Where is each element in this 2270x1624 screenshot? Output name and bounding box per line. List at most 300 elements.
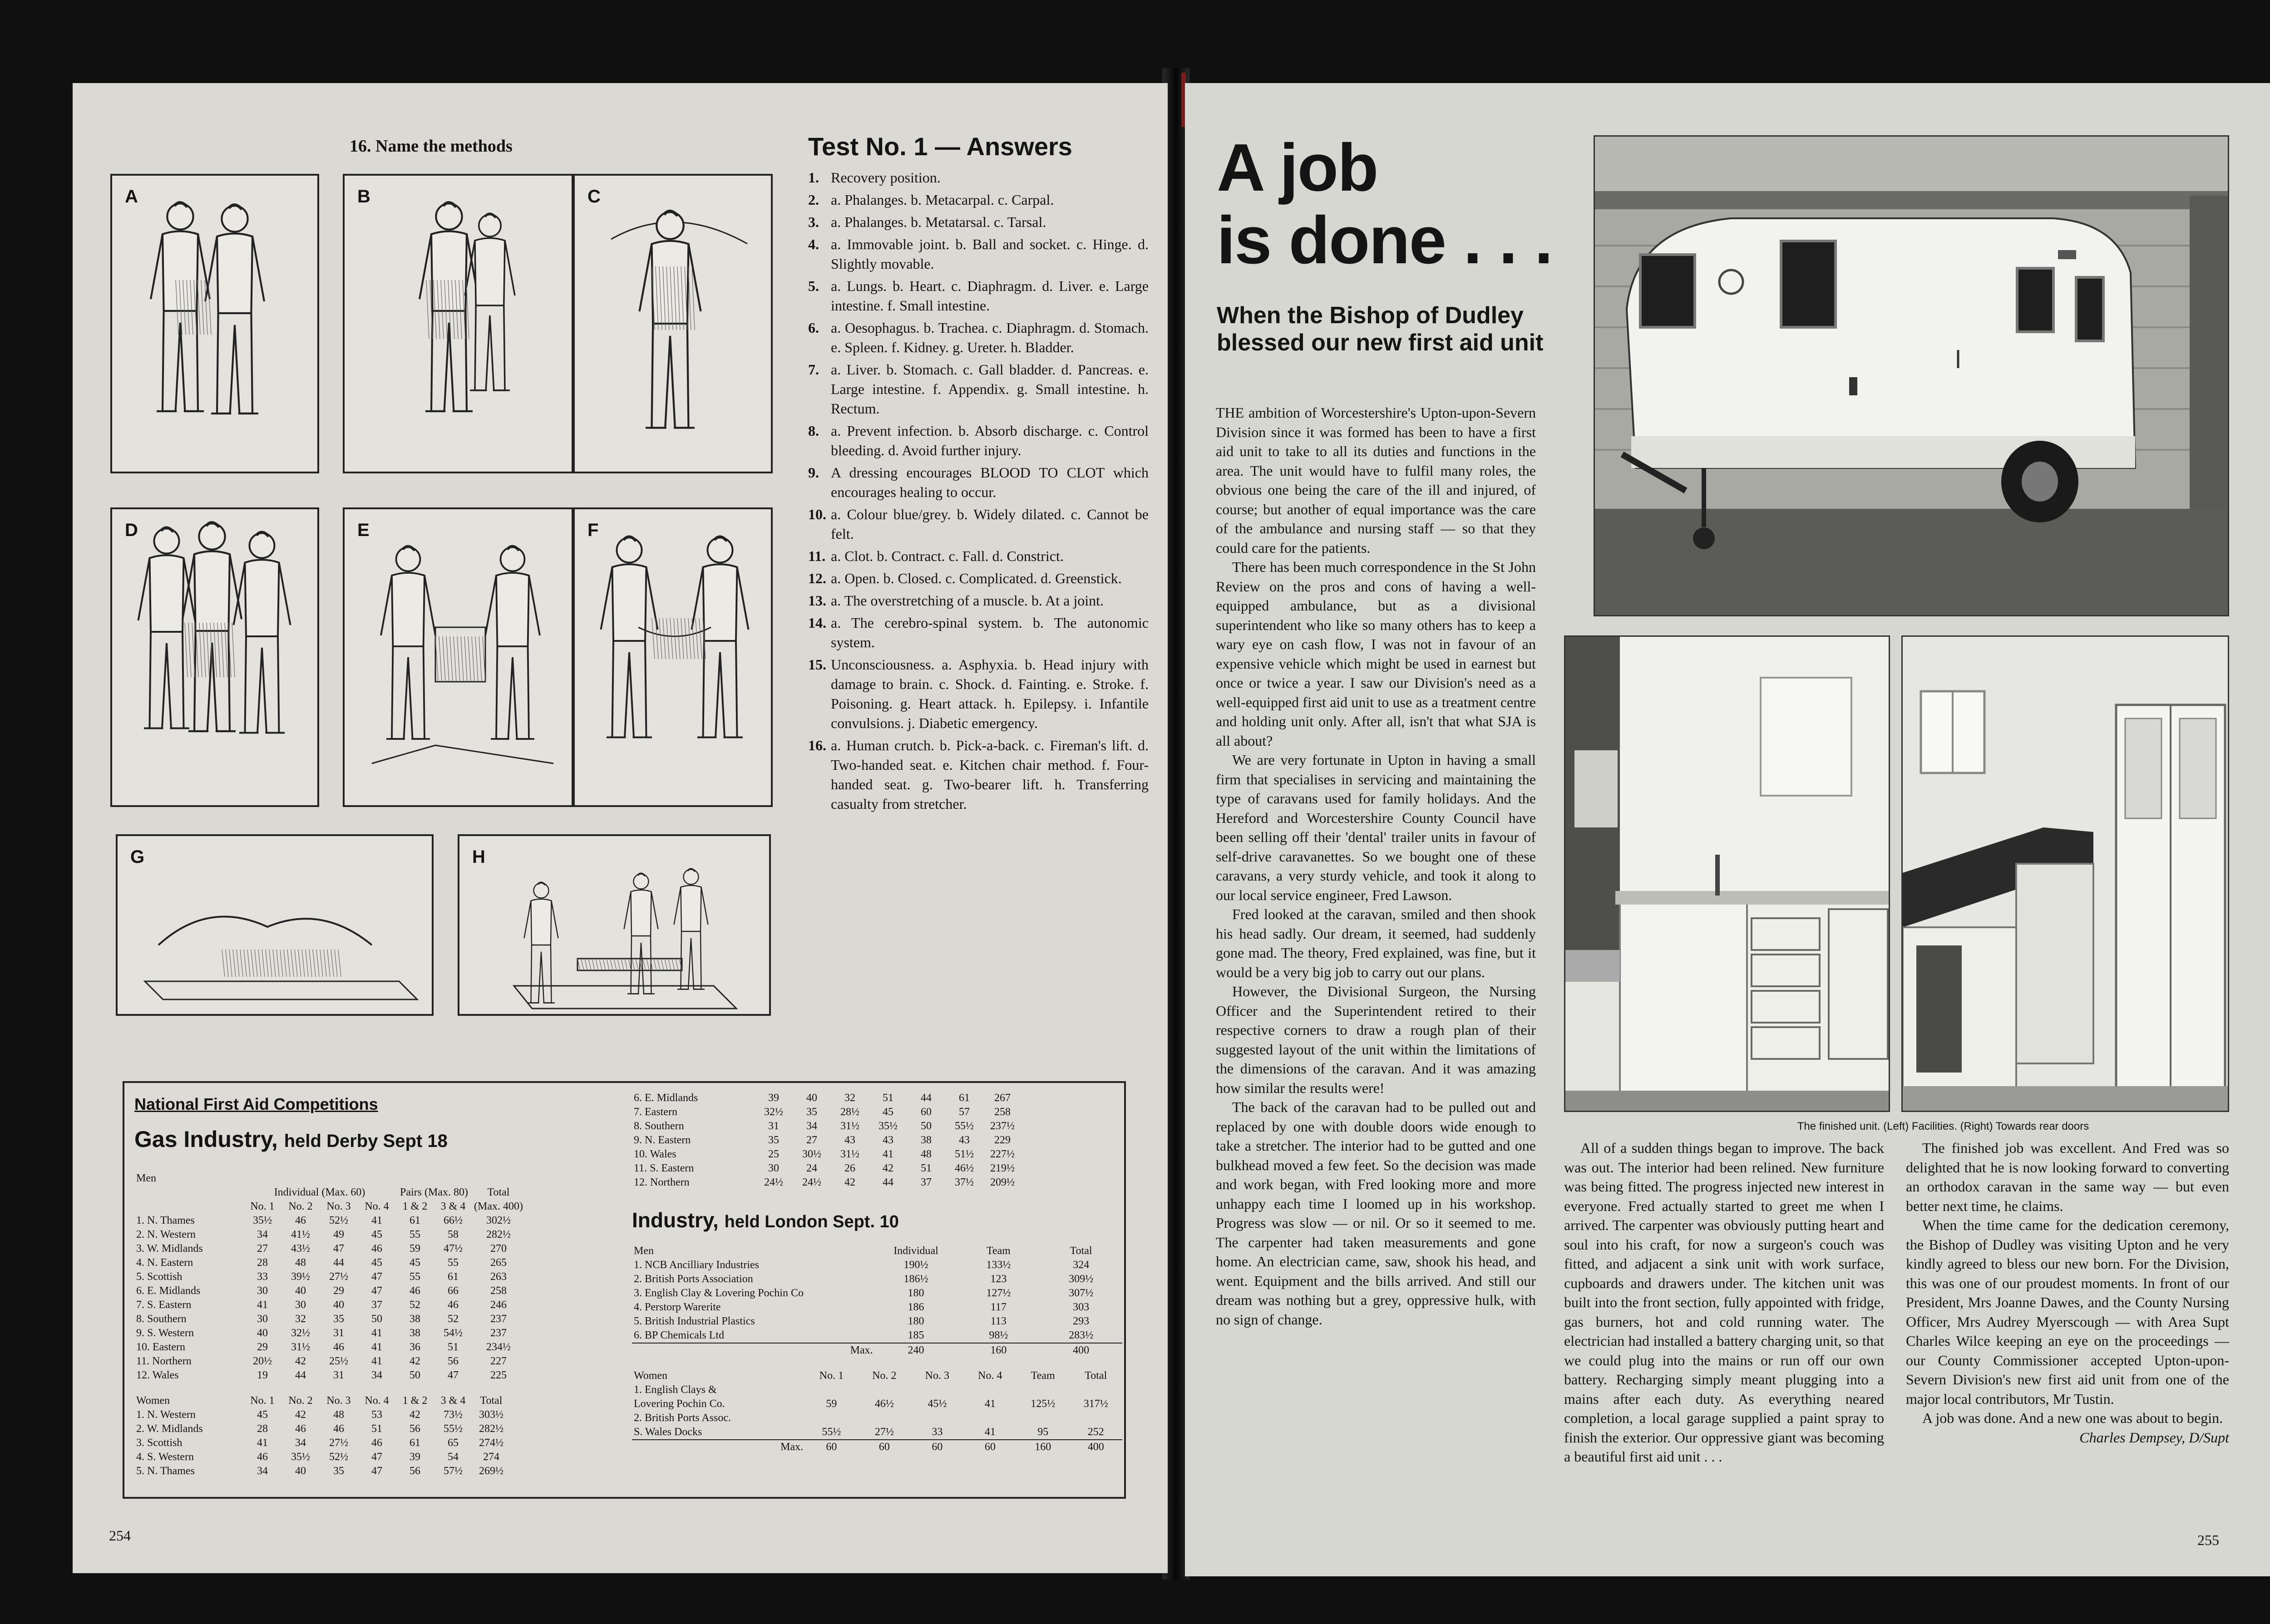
table-cell: 44 bbox=[333, 1257, 344, 1269]
table-cell bbox=[1017, 1411, 1069, 1425]
table-cell: 400 bbox=[1073, 1344, 1090, 1356]
table-cell: 309½ bbox=[1069, 1273, 1094, 1285]
table-cell: 34 bbox=[295, 1437, 306, 1449]
answers-title: Test No. 1 — Answers bbox=[808, 132, 1072, 161]
table-cell: 60 bbox=[921, 1106, 932, 1118]
max-row bbox=[632, 1440, 1122, 1454]
table-cell: 55½ bbox=[822, 1426, 841, 1438]
article-paragraph: The back of the caravan had to be pulled out and replaced by one with double doors wide enough to take a stretcher. The interior had to be gutted and one bulkhead moved a few feet. So the decision was made and work began, with Fred looking more and more unhappy each time I loomed up in his workshop. Progress was slow — or nil. Or so it seemed to me. The carpenter had taken measurements and gone home. An electrician came, saw, shook his head, and went. Equipment and the bills arrived. And still our dream was nothing but a grey, oppressive hulk, with no sign of change. bbox=[1216, 1099, 1536, 1328]
table-cell: 24½ bbox=[764, 1176, 783, 1188]
figure-panel-d bbox=[110, 507, 319, 807]
page-number-right: 255 bbox=[2197, 1532, 2219, 1548]
table-cell: 55½ bbox=[444, 1423, 463, 1435]
sub-header: Team bbox=[1031, 1370, 1055, 1382]
table-cell: 61 bbox=[410, 1437, 420, 1449]
table-row bbox=[134, 1242, 525, 1256]
article-paragraph: A job was done. And a new one was about to begin. bbox=[1922, 1410, 2223, 1426]
table-cell: 48 bbox=[333, 1409, 344, 1421]
table-cell: Max. bbox=[850, 1344, 873, 1356]
table-cell: 47 bbox=[371, 1285, 382, 1297]
table-cell: 58 bbox=[448, 1229, 459, 1240]
table-cell: 125½ bbox=[1031, 1398, 1056, 1410]
table-cell: 61 bbox=[959, 1092, 970, 1104]
table-cell: 8. Southern bbox=[634, 1120, 684, 1132]
table-cell: 127½ bbox=[986, 1287, 1011, 1299]
table-row bbox=[134, 1326, 525, 1340]
group-header: Individual (Max. 60) bbox=[274, 1186, 365, 1198]
table-cell: S. Wales Docks bbox=[634, 1426, 702, 1438]
table-cell: 113 bbox=[990, 1315, 1007, 1327]
figure-panel-g bbox=[116, 834, 434, 1016]
sub-header: 3 & 4 bbox=[440, 1201, 466, 1212]
table-cell bbox=[805, 1383, 858, 1397]
table-cell: 47 bbox=[448, 1369, 459, 1381]
table-cell bbox=[805, 1411, 858, 1425]
headline bbox=[1217, 132, 1552, 277]
answer-number: 6. bbox=[808, 320, 819, 336]
table-row bbox=[632, 1258, 1122, 1272]
first-aid-illustration bbox=[112, 176, 317, 472]
sub-header: No. 1 bbox=[250, 1395, 275, 1407]
table-cell: 30 bbox=[768, 1162, 779, 1174]
article-column-2 bbox=[1564, 1138, 1884, 1467]
table-cell: 46½ bbox=[874, 1398, 894, 1410]
table-cell: 48 bbox=[921, 1148, 932, 1160]
answer-text: A dressing encourages BLOOD TO CLOT which encourages healing to occur. bbox=[831, 464, 1149, 500]
sub-header: No. 3 bbox=[326, 1395, 351, 1407]
sub-header: 1 & 2 bbox=[402, 1201, 428, 1212]
first-aid-illustration bbox=[112, 509, 317, 805]
table-cell: 11. S. Eastern bbox=[634, 1162, 694, 1174]
table-cell: 47 bbox=[333, 1243, 344, 1255]
table-row bbox=[134, 1450, 510, 1464]
table-cell: 3. English Clay & Lovering Pochin Co bbox=[634, 1287, 804, 1299]
table-cell: 35 bbox=[333, 1465, 344, 1477]
women-label: Women bbox=[136, 1395, 170, 1407]
table-cell: Max. bbox=[780, 1441, 804, 1453]
table-cell: 6. E. Midlands bbox=[634, 1092, 698, 1104]
answer-item bbox=[808, 318, 1149, 357]
table-cell bbox=[964, 1383, 1017, 1397]
table-cell: 54 bbox=[448, 1451, 459, 1463]
table-cell: 303½ bbox=[479, 1409, 503, 1421]
table-cell: 283½ bbox=[1069, 1329, 1094, 1341]
figure-label: D bbox=[125, 520, 138, 540]
answer-item bbox=[808, 736, 1149, 814]
gas-subtitle: held Derby Sept 18 bbox=[284, 1131, 448, 1151]
table-row bbox=[632, 1397, 1122, 1411]
answer-text: a. Colour blue/grey. b. Widely dilated. c. Cannot be felt. bbox=[831, 506, 1149, 542]
table-row bbox=[632, 1383, 1122, 1397]
table-row bbox=[134, 1298, 525, 1312]
table-cell: 40 bbox=[333, 1299, 344, 1311]
table-cell: 400 bbox=[1087, 1441, 1104, 1453]
table-cell: 55 bbox=[448, 1257, 459, 1269]
article-paragraph: Fred looked at the caravan, smiled and then shook his head sadly. Our dream, it seemed, had suddenly gone mad. The theory, Fred explained, was fine, but it would be a very big job to carry out our plans. bbox=[1216, 906, 1536, 980]
table-cell bbox=[858, 1411, 911, 1425]
table-cell: 41 bbox=[883, 1148, 893, 1160]
table-cell: 2. W. Midlands bbox=[136, 1423, 203, 1435]
table-row bbox=[134, 1340, 525, 1354]
first-aid-illustration bbox=[575, 176, 771, 472]
table-cell: 52 bbox=[410, 1299, 420, 1311]
caravan-exterior-photo bbox=[1594, 135, 2229, 616]
headline-line-2: is done . . . bbox=[1217, 203, 1552, 278]
first-aid-illustration bbox=[575, 509, 771, 805]
table-cell: 7. S. Eastern bbox=[136, 1299, 192, 1311]
table-cell: 29 bbox=[333, 1285, 344, 1297]
table-cell: 31½ bbox=[840, 1120, 859, 1132]
answer-item bbox=[808, 591, 1149, 610]
table-cell: 6. E. Midlands bbox=[136, 1285, 201, 1297]
article-paragraph: The finished job was excellent. And Fred was so delighted that he is now looking forward to converting an orthodox caravan in the same way — but even better next time, he claims. bbox=[1906, 1140, 2229, 1214]
table-cell: 35½ bbox=[291, 1451, 310, 1463]
subheadline: When the Bishop of Dudley blessed our new first aid unit bbox=[1217, 302, 1544, 356]
table-cell: 51½ bbox=[955, 1148, 974, 1160]
table-cell: 8. Southern bbox=[136, 1313, 187, 1325]
table-cell: 55 bbox=[410, 1271, 420, 1283]
answer-text: a. Immovable joint. b. Ball and socket. c. Hinge. d. Slightly movable. bbox=[831, 236, 1149, 272]
table-cell: 33 bbox=[932, 1426, 943, 1438]
figure-label: G bbox=[130, 847, 145, 867]
table-cell: 47 bbox=[371, 1451, 382, 1463]
table-cell: 28 bbox=[257, 1423, 268, 1435]
answer-item bbox=[808, 569, 1149, 588]
answer-number: 7. bbox=[808, 361, 819, 378]
table-row bbox=[632, 1105, 1022, 1119]
table-cell: 51 bbox=[448, 1341, 459, 1353]
women-header-row bbox=[134, 1394, 510, 1408]
photo-caption: The finished unit. (Left) Facilities. (Right) Towards rear doors bbox=[1797, 1120, 2089, 1132]
table-cell: 41 bbox=[371, 1341, 382, 1353]
table-row bbox=[134, 1464, 510, 1478]
answer-item bbox=[808, 360, 1149, 418]
table-cell: 190½ bbox=[903, 1259, 928, 1271]
table-cell: 10. Wales bbox=[634, 1148, 676, 1160]
table-row bbox=[134, 1270, 525, 1284]
ind-women-label: Women bbox=[634, 1370, 668, 1382]
article-paragraph: When the time came for the dedication ceremony, the Bishop of Dudley was visiting Upton and he very kindly agreed to bless our new born. For the Division, this was one of our proudest moments. In front of our President, Mrs Joanne Dawes, and the County Nursing Officer, Mrs Audrey Myerscough — with Area Supt Charles Wilce keeping an eye on the proceedings — our County Commissioner accepted Upton-upon-Severn Division's new first aid unit from one of the major local contributors, Mr Tustin. bbox=[1906, 1217, 2229, 1407]
answer-item bbox=[808, 276, 1149, 315]
table-cell: 6. BP Chemicals Ltd bbox=[634, 1329, 725, 1341]
table-cell: 160 bbox=[990, 1344, 1007, 1356]
table-cell: 34 bbox=[257, 1465, 268, 1477]
figure-panel-b bbox=[343, 174, 573, 473]
table-cell: Lovering Pochin Co. bbox=[634, 1398, 725, 1410]
table-cell: 267 bbox=[994, 1092, 1011, 1104]
table-cell bbox=[858, 1383, 911, 1397]
table-cell: 34 bbox=[806, 1120, 817, 1132]
table-cell: 303 bbox=[1073, 1301, 1090, 1313]
article-column-3 bbox=[1906, 1138, 2229, 1447]
competitions-title: National First Aid Competitions bbox=[134, 1095, 378, 1113]
answer-text: Unconsciousness. a. Asphyxia. b. Head injury with damage to brain. c. Shock. d. Fainting. e. Stroke. f. Poisoning. g. Heart attack. h. Epilepsy. i. Infantile convulsions. j. Diabetic emergency. bbox=[831, 656, 1149, 731]
table-row bbox=[632, 1147, 1022, 1161]
answer-number: 11. bbox=[808, 548, 826, 564]
table-cell: 229 bbox=[994, 1134, 1011, 1146]
table-cell: 1. English Clays & bbox=[634, 1384, 717, 1396]
table-cell: 51 bbox=[371, 1423, 382, 1435]
table-cell bbox=[911, 1411, 963, 1425]
table-cell: 98½ bbox=[989, 1329, 1008, 1341]
table-cell: 40 bbox=[806, 1092, 817, 1104]
table-row bbox=[134, 1284, 525, 1298]
table-cell: 258 bbox=[994, 1106, 1011, 1118]
first-aid-illustration bbox=[118, 836, 432, 1014]
page-number-left: 254 bbox=[109, 1527, 131, 1544]
table-cell: 324 bbox=[1073, 1259, 1090, 1271]
table-row bbox=[134, 1354, 525, 1368]
gas-industry-heading bbox=[134, 1126, 448, 1152]
table-cell: 12. Wales bbox=[136, 1369, 179, 1381]
max-row bbox=[632, 1343, 1122, 1358]
table-row bbox=[632, 1176, 1022, 1190]
table-row bbox=[632, 1411, 1122, 1425]
table-cell: 36 bbox=[410, 1341, 420, 1353]
figure-label: A bbox=[125, 187, 138, 207]
table-cell: 60 bbox=[984, 1441, 996, 1453]
article-column-1 bbox=[1216, 403, 1536, 1329]
table-cell: 47½ bbox=[444, 1243, 463, 1255]
table-cell: 50 bbox=[410, 1369, 420, 1381]
table-cell: 19 bbox=[257, 1369, 268, 1381]
table-cell: 45 bbox=[371, 1257, 382, 1269]
answer-text: Recovery position. bbox=[831, 169, 941, 186]
answer-item bbox=[808, 235, 1149, 274]
table-row bbox=[632, 1314, 1122, 1329]
table-cell: 29 bbox=[257, 1341, 268, 1353]
table-cell: 282½ bbox=[486, 1229, 511, 1240]
table-cell: 41 bbox=[371, 1355, 382, 1367]
answer-number: 4. bbox=[808, 236, 819, 252]
table-cell: 1. N. Thames bbox=[136, 1215, 195, 1226]
table-cell: 38 bbox=[921, 1134, 932, 1146]
industry-subtitle: held London Sept. 10 bbox=[724, 1212, 899, 1231]
sub-header: No. 1 bbox=[250, 1201, 275, 1212]
table-cell: 42 bbox=[295, 1355, 306, 1367]
sub-header: No. 3 bbox=[326, 1201, 351, 1212]
table-cell: 41 bbox=[984, 1426, 996, 1438]
table-cell: 33 bbox=[257, 1271, 268, 1283]
answer-text: a. The cerebro-spinal system. b. The autonomic system. bbox=[831, 615, 1149, 650]
sub-header: Total bbox=[1070, 1245, 1092, 1257]
table-cell: 123 bbox=[990, 1273, 1007, 1285]
sub-header: No. 2 bbox=[288, 1395, 313, 1407]
table-cell: 37 bbox=[921, 1176, 932, 1188]
sub-header: No. 4 bbox=[978, 1370, 1002, 1382]
table-cell: 28½ bbox=[840, 1106, 859, 1118]
table-cell bbox=[964, 1411, 1017, 1425]
figure-panel-h bbox=[458, 834, 771, 1016]
article-paragraph: There has been much correspondence in the St John Review on the pros and cons of having a well-equipped ambulance, but as a divisional superintendent who like so many others has to keep a wary eye on cash flow, I was not in favour of an expensive vehicle which might be used in earnest but once or twice a year. I saw our Division's need as a well-equipped first aid unit to use as a treatment centre and holding unit only. After all, isn't that what SJA is all about? bbox=[1216, 559, 1536, 749]
table-cell: 237 bbox=[490, 1313, 507, 1325]
answer-number: 12. bbox=[808, 570, 826, 586]
table-cell: 46 bbox=[333, 1423, 344, 1435]
table-cell: 46 bbox=[257, 1451, 268, 1463]
table-cell: 56 bbox=[410, 1423, 420, 1435]
article-paragraph: All of a sudden things began to improve. The back was out. The interior had been relined. New furniture was being fitted. The progress injected new interest in everyone. Fred actually started to greet me when I arrived. The carpenter was obviously putting heart and soul into his craft, for now a surgeon's couch was fitted, and adjacent a sink unit with work surface, cupboards and drawers under. The kitchen unit was built into the front section, fully appointed with fridge, gas burners, hot and cold running water. The electrician had installed a battery charging unit, so that we could plug into the mains or run off our own battery. Recharging simply meant plugging into a mains after each duty. As everything neared completion, a local garage supplied a paint spray to finish the exterior. Our oppressive giant was becoming a beautiful first aid unit . . . bbox=[1564, 1140, 1884, 1465]
table-cell: 5. British Industrial Plastics bbox=[634, 1315, 755, 1327]
interior-facilities-photo bbox=[1564, 635, 1890, 1112]
table-cell: 47 bbox=[371, 1271, 382, 1283]
table-cell: 54½ bbox=[444, 1327, 463, 1339]
table-cell: 180 bbox=[908, 1315, 924, 1327]
ind-men-label: Men bbox=[634, 1245, 654, 1257]
table-cell: 27½ bbox=[874, 1426, 894, 1438]
table-cell: 50 bbox=[921, 1120, 932, 1132]
article-paragraph: We are very fortunate in Upton in having a small firm that specialises in servicing and maintaining the type of caravans used for family holidays. And the Hereford and Worcestershire County Council have been selling off their 'dental' trailer units in favour of self-drive caravanettes. So we bought one of these caravans, a very sturdy vehicle, and took it along to our local service engineer, Fred Lawson. bbox=[1216, 752, 1536, 903]
answer-item bbox=[808, 168, 1149, 187]
industry-heading bbox=[632, 1208, 899, 1232]
table-cell: 4. N. Eastern bbox=[136, 1257, 193, 1269]
table-cell: 41½ bbox=[291, 1229, 310, 1240]
table-cell: 28 bbox=[257, 1257, 268, 1269]
industry-men-table bbox=[632, 1244, 1122, 1358]
table-cell: 252 bbox=[1087, 1426, 1104, 1438]
answer-number: 14. bbox=[808, 615, 826, 631]
table-cell: 185 bbox=[908, 1329, 924, 1341]
table-cell: 55 bbox=[410, 1229, 420, 1240]
table-cell: 25½ bbox=[329, 1355, 348, 1367]
table-cell: 39 bbox=[768, 1092, 779, 1104]
answer-number: 2. bbox=[808, 192, 819, 208]
answer-number: 10. bbox=[808, 506, 826, 522]
first-aid-illustration bbox=[345, 176, 572, 472]
table-cell: 3. W. Midlands bbox=[136, 1243, 203, 1255]
figure-title: 16. Name the methods bbox=[350, 137, 513, 156]
industry-women-table bbox=[632, 1369, 1122, 1454]
table-cell: 32 bbox=[295, 1313, 306, 1325]
table-cell: 258 bbox=[490, 1285, 507, 1297]
answer-text: a. Phalanges. b. Metatarsal. c. Tarsal. bbox=[831, 214, 1046, 230]
table-cell: 41 bbox=[257, 1437, 268, 1449]
table-cell: 274½ bbox=[479, 1437, 503, 1449]
table-cell: 61 bbox=[448, 1271, 459, 1283]
figure-panel-f bbox=[573, 507, 773, 807]
table-cell: 46 bbox=[295, 1423, 306, 1435]
table-cell: 263 bbox=[490, 1271, 507, 1283]
table-cell: 48 bbox=[295, 1257, 306, 1269]
table-cell: 30 bbox=[257, 1285, 268, 1297]
table-cell: 269½ bbox=[479, 1465, 503, 1477]
table-row bbox=[134, 1214, 525, 1228]
table-cell: 32 bbox=[844, 1092, 855, 1104]
men-label: Men bbox=[136, 1172, 156, 1184]
table-cell: 209½ bbox=[990, 1176, 1015, 1188]
table-cell: 5. Scottish bbox=[136, 1271, 183, 1283]
sub-header: Total bbox=[480, 1395, 503, 1407]
answer-item bbox=[808, 212, 1149, 232]
table-cell: 42 bbox=[844, 1176, 855, 1188]
table-cell bbox=[1070, 1411, 1122, 1425]
table-cell: 51 bbox=[921, 1162, 932, 1174]
table-row bbox=[134, 1408, 510, 1422]
table-cell: 46 bbox=[371, 1243, 382, 1255]
table-cell: 9. S. Western bbox=[136, 1327, 194, 1339]
table-cell: 39 bbox=[410, 1451, 420, 1463]
table-row bbox=[632, 1272, 1122, 1286]
table-cell: 2. British Ports Association bbox=[634, 1273, 753, 1285]
men-group-header-row bbox=[134, 1186, 525, 1200]
answer-number: 9. bbox=[808, 464, 819, 481]
table-cell: 38 bbox=[410, 1327, 420, 1339]
table-cell: 31½ bbox=[291, 1341, 310, 1353]
table-cell: 61 bbox=[410, 1215, 420, 1226]
table-cell: 27½ bbox=[329, 1437, 348, 1449]
table-cell: 43 bbox=[959, 1134, 970, 1146]
table-cell: 302½ bbox=[486, 1215, 511, 1226]
sub-header: 1 & 2 bbox=[402, 1395, 428, 1407]
group-header: Pairs (Max. 80) bbox=[400, 1186, 468, 1198]
table-cell: 46 bbox=[448, 1299, 459, 1311]
table-cell: 40 bbox=[295, 1465, 306, 1477]
table-cell: 274 bbox=[483, 1451, 499, 1463]
table-row bbox=[632, 1329, 1122, 1343]
table-cell: 307½ bbox=[1069, 1287, 1094, 1299]
answer-text: a. Oesophagus. b. Trachea. c. Diaphragm. d. Stomach. e. Spleen. f. Kidney. g. Ureter. h. Bladder. bbox=[831, 320, 1149, 355]
table-cell: 219½ bbox=[990, 1162, 1015, 1174]
table-cell: 45½ bbox=[928, 1398, 947, 1410]
table-cell: 46 bbox=[410, 1285, 420, 1297]
table-cell: 35 bbox=[806, 1106, 817, 1118]
answer-item bbox=[808, 421, 1149, 460]
sub-header: (Max. 400) bbox=[474, 1201, 523, 1212]
table-cell: 45 bbox=[371, 1229, 382, 1240]
table-cell: 44 bbox=[883, 1176, 893, 1188]
table-cell: 27 bbox=[806, 1134, 817, 1146]
answer-item bbox=[808, 505, 1149, 544]
table-cell: 133½ bbox=[986, 1259, 1011, 1271]
table-cell: 52½ bbox=[329, 1451, 348, 1463]
table-cell: 95 bbox=[1037, 1426, 1049, 1438]
table-row bbox=[632, 1091, 1022, 1105]
table-cell: 40 bbox=[257, 1327, 268, 1339]
table-cell: 26 bbox=[844, 1162, 855, 1174]
sub-header: No. 1 bbox=[819, 1370, 844, 1382]
table-cell: 44 bbox=[295, 1369, 306, 1381]
answer-text: a. Phalanges. b. Metacarpal. c. Carpal. bbox=[831, 192, 1054, 208]
table-cell: 30 bbox=[257, 1313, 268, 1325]
gas-title: Gas Industry, bbox=[134, 1127, 278, 1152]
industry-title: Industry, bbox=[632, 1208, 719, 1232]
table-cell: 39½ bbox=[291, 1271, 310, 1283]
table-cell bbox=[1070, 1383, 1122, 1397]
answer-text: a. Clot. b. Contract. c. Fall. d. Constrict. bbox=[831, 548, 1064, 564]
figure-label: C bbox=[587, 187, 601, 207]
table-cell: 11. Northern bbox=[136, 1355, 192, 1367]
table-cell: 12. Northern bbox=[634, 1176, 690, 1188]
table-row bbox=[632, 1300, 1122, 1314]
table-cell: 32½ bbox=[764, 1106, 783, 1118]
table-cell: 25 bbox=[768, 1148, 779, 1160]
table-cell: 46½ bbox=[955, 1162, 974, 1174]
answer-number: 13. bbox=[808, 592, 826, 609]
answer-number: 16. bbox=[808, 737, 826, 753]
table-cell: 3. Scottish bbox=[136, 1437, 183, 1449]
headline-line-1: A job bbox=[1217, 130, 1378, 205]
answer-text: a. The overstretching of a muscle. b. At a joint. bbox=[831, 592, 1104, 609]
table-cell: 41 bbox=[371, 1327, 382, 1339]
table-cell: 45 bbox=[257, 1409, 268, 1421]
table-cell: 60 bbox=[878, 1441, 890, 1453]
sub-header: 3 & 4 bbox=[440, 1395, 466, 1407]
table-cell: 227 bbox=[490, 1355, 507, 1367]
table-cell: 65 bbox=[448, 1437, 459, 1449]
figure-label: F bbox=[587, 520, 599, 540]
table-cell: 31 bbox=[333, 1327, 344, 1339]
table-cell: 60 bbox=[826, 1441, 837, 1453]
table-row bbox=[134, 1422, 510, 1436]
